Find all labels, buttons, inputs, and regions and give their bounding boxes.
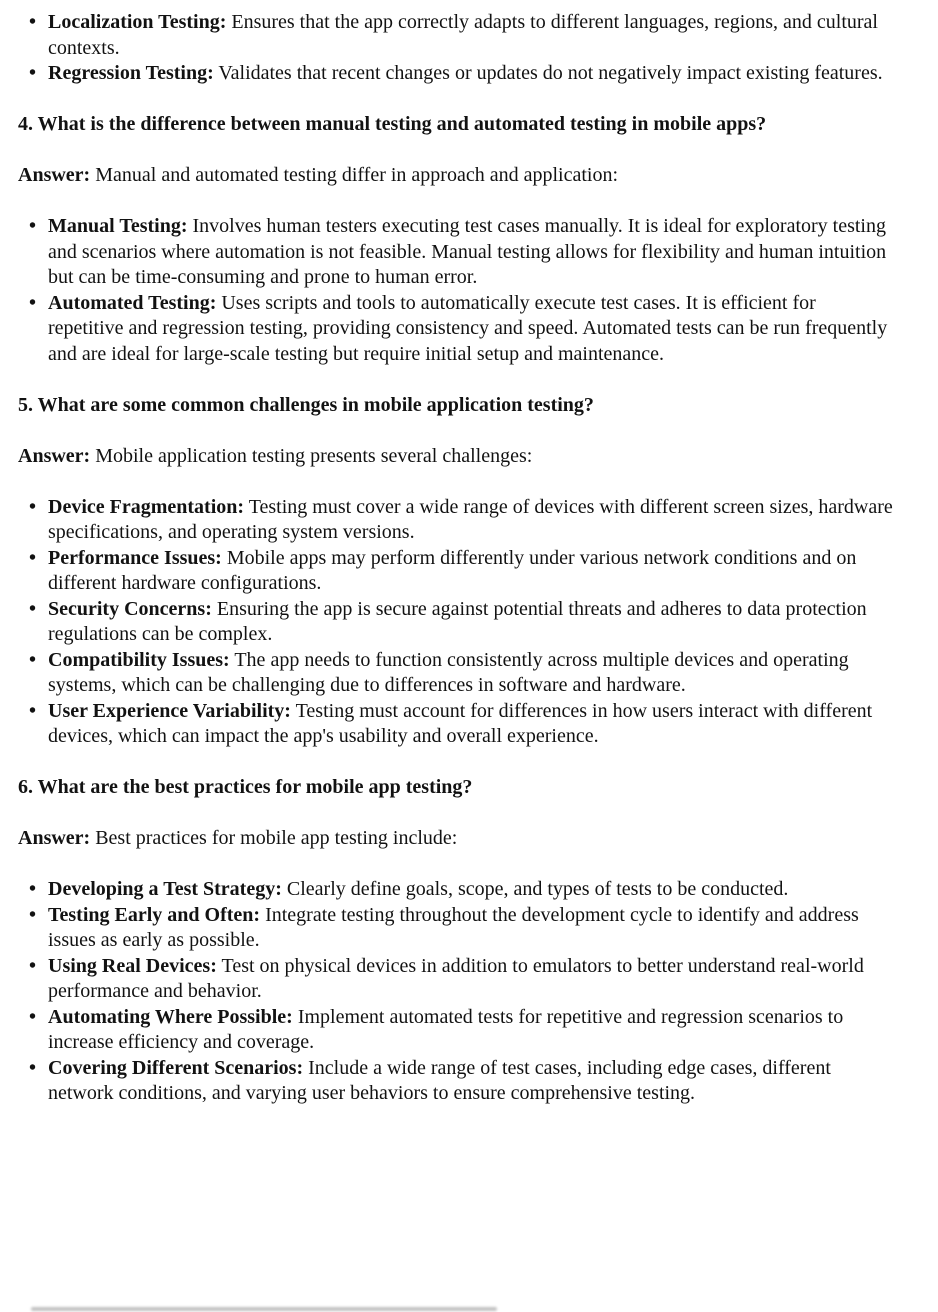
list-item <box>18 648 893 699</box>
bullet-term: Automating Where Possible: <box>48 1005 293 1028</box>
answer-label: Answer: <box>18 827 91 849</box>
bullet-text: Implement automated tests for repetitive and regression scenarios to increase efficiency and coverage. <box>48 1005 844 1053</box>
bullet-term: Covering Different Scenarios: <box>48 1056 304 1079</box>
list-item <box>18 954 893 1005</box>
list-item <box>18 597 893 648</box>
answer-text: Best practices for mobile app testing include: <box>95 827 458 849</box>
list-item <box>18 877 893 903</box>
answer-paragraph-4 <box>18 163 893 189</box>
list-item <box>18 699 893 750</box>
bullet-term: Regression Testing: <box>48 62 214 84</box>
bullet-term: Performance Issues: <box>48 546 222 569</box>
question-4-bullet-list <box>18 214 893 367</box>
question-heading-5: 5. What are some common challenges in mobile application testing? <box>18 393 594 416</box>
bullet-text: The app needs to function consistently across multiple devices and operating systems, which can be challenging due to differences in software and hardware. <box>48 648 849 696</box>
bullet-text: Testing must account for differences in how users interact with different devices, which can impact the app's usability and overall experience. <box>48 699 873 747</box>
next-line-cutoff <box>31 1307 497 1311</box>
bullet-text: Clearly define goals, scope, and types of tests to be conducted. <box>286 878 789 900</box>
answer-paragraph-5 <box>18 444 893 470</box>
bullet-text: Mobile apps may perform differently under various network conditions and on different hardware configurations. <box>48 546 857 594</box>
question-5-bullet-list <box>18 495 893 750</box>
bullet-text: Testing must cover a wide range of devices with different screen sizes, hardware specifications, and operating system versions. <box>48 495 893 543</box>
question-heading-6: 6. What are the best practices for mobile app testing? <box>18 776 473 798</box>
answer-text: Manual and automated testing differ in approach and application: <box>95 164 619 186</box>
bullet-term: Manual Testing: <box>48 215 188 237</box>
list-item <box>18 10 893 61</box>
list-item <box>18 214 893 291</box>
bullet-text: Uses scripts and tools to automatically execute test cases. It is efficient for repetitive and regression testing, providing consistency and speed. Automated tests can be run frequently and are ideal for large-scale testing but require initial setup and maintenance. <box>48 291 888 365</box>
bullet-term: Compatibility Issues: <box>48 648 230 671</box>
answer-label: Answer: <box>18 444 91 467</box>
bullet-term: Localization Testing: <box>48 11 227 33</box>
list-item <box>18 903 893 954</box>
question-heading-4: 4. What is the difference between manual testing and automated testing in mobile apps? <box>18 113 767 135</box>
bullet-term: User Experience Variability: <box>48 699 291 722</box>
answer-paragraph-6 <box>18 826 893 852</box>
answer-text: Mobile application testing presents several challenges: <box>95 444 533 467</box>
bullet-text: Involves human testers executing test cases manually. It is ideal for exploratory testing and scenarios where automation is not feasible. Manual testing allows for flexibility and human intuition but can be time-consuming and prone to human error. <box>48 215 887 288</box>
bullet-term: Security Concerns: <box>48 597 212 620</box>
bullet-text: Integrate testing throughout the development cycle to identify and address issues as early as possible. <box>48 903 859 951</box>
list-item <box>18 291 893 368</box>
bullet-term: Device Fragmentation: <box>48 495 245 518</box>
list-item <box>18 1005 893 1056</box>
list-item <box>18 495 893 546</box>
bullet-text: Ensures that the app correctly adapts to different languages, regions, and cultural contexts. <box>48 11 878 59</box>
answer-label: Answer: <box>18 164 91 186</box>
bullet-text: Ensuring the app is secure against potential threats and adheres to data protection regulations can be complex. <box>48 597 867 645</box>
list-item <box>18 546 893 597</box>
list-item <box>18 1056 893 1107</box>
intro-bullet-list <box>18 10 893 87</box>
bullet-term: Developing a Test Strategy: <box>48 878 282 900</box>
question-6-bullet-list <box>18 877 893 1107</box>
bullet-text: Validates that recent changes or updates do not negatively impact existing features. <box>218 62 883 84</box>
bullet-term: Using Real Devices: <box>48 954 217 977</box>
list-item <box>18 61 893 87</box>
bullet-term: Automated Testing: <box>48 291 217 314</box>
bullet-text: Test on physical devices in addition to emulators to better understand real-world performance and behavior. <box>48 954 864 1002</box>
bullet-text: Include a wide range of test cases, including edge cases, different network conditions, and varying user behaviors to ensure comprehensive testing. <box>48 1056 831 1104</box>
bullet-term: Testing Early and Often: <box>48 903 261 926</box>
